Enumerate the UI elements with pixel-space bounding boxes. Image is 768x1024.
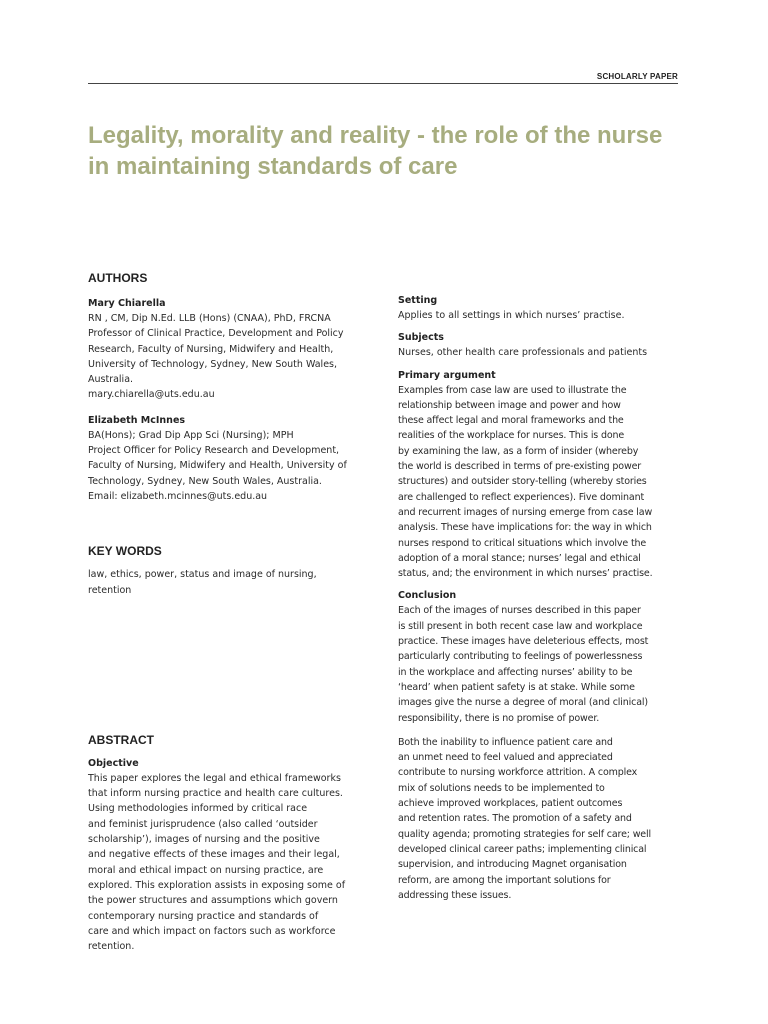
argument-text: Examples from case law are used to illustrate the relationship between image and power and how these affect legal and moral frameworks and the realities of the workplace for nurses. This is done by examining the law, as a form of insider (whereby the world is described in terms of pre-existing power structures) and outsider story-telling (whereby stories are challenged to reflect experiences). Five dominant and recurrent images of nursing emerge from case law analysis. These have implications for: the way in which nurses respond to critical situations which involve the adoption of a moral stance; nurses’ legal and ethical status, and; the environment in which nurses’ practise. — [398, 384, 653, 580]
section-kicker: SCHOLARLY PAPER — [596, 72, 678, 81]
subjects-text: Nurses, other health care professionals and patients — [398, 347, 648, 359]
right-column — [398, 294, 688, 903]
keywords-heading: KEY WORDS — [88, 544, 162, 559]
author-details: RN , CM, Dip N.Ed. LLB (Hons) (CNAA), PhD, FRCNA Professor of Clinical Practice, Development and Policy Research, Faculty of Nursing, Midwifery and Health, University of Technology, Sydney, New South Wales, Australia. mary.chiarella@uts.edu.au — [88, 313, 344, 401]
conclusion-text: Each of the images of nurses described in this paper is still present in both recent case law and workplace practice. These images have deleterious effects, most particularly contributing to feelings of powerlessness in the workplace and affecting nurses’ ability to be ‘heard’ when patient safety is at stake. While some images give the nurse a degree of moral (and clinical) responsibility, there is no promise of power. — [398, 605, 649, 724]
objective-heading: Objective — [88, 757, 139, 769]
paper-title: Legality, morality and reality - the role of the nurse in maintaining standards of care — [88, 122, 663, 180]
author-name: Mary Chiarella — [88, 298, 166, 309]
authors-heading: AUTHORS — [88, 271, 148, 285]
final-paragraph: Both the inability to influence patient care and an unmet need to feel valued and appreciated contribute to nursing workforce attrition. A complex mix of solutions needs to be implemented to achieve improved workplaces, patient outcomes and retention rates. The promotion of a safety and quality agenda; promoting strategies for self care; well developed clinical career paths; implementing clinical supervision, and introducing Magnet organisation reform, are among the important solutions for addressing these issues. — [398, 736, 651, 901]
objective-text: This paper explores the legal and ethical frameworks that inform nursing practice and health care cultures. Using methodologies informed by critical race and feminist jurisprudence (also called ‘outsider scholarship’), images of nursing and the positive and negative effects of these images and their legal, moral and ethical impact on nursing practice, are explored. This exploration assists in exposing some of the power structures and assumptions which govern contemporary nursing practice and standards of care and which impact on factors such as workforce retention. — [88, 772, 346, 953]
setting-heading: Setting — [398, 295, 438, 306]
author-name: Elizabeth McInnes — [88, 414, 186, 426]
setting-text: Applies to all settings in which nurses’ practise. — [398, 310, 625, 321]
left-column — [88, 271, 378, 954]
keywords-text: law, ethics, power, status and image of nursing, retention — [88, 569, 317, 596]
author-details: BA(Hons); Grad Dip App Sci (Nursing); MPH Project Officer for Policy Research and Development, Faculty of Nursing, Midwifery and Health, University of Technology, Sydney, New South Wales, Australia. Email: elizabeth.mcinnes@uts.edu.au — [88, 429, 347, 502]
abstract-heading: ABSTRACT — [88, 732, 154, 747]
argument-heading: Primary argument — [398, 369, 496, 381]
conclusion-heading: Conclusion — [398, 590, 457, 602]
subjects-heading: Subjects — [398, 332, 444, 344]
header-rule — [88, 83, 678, 84]
